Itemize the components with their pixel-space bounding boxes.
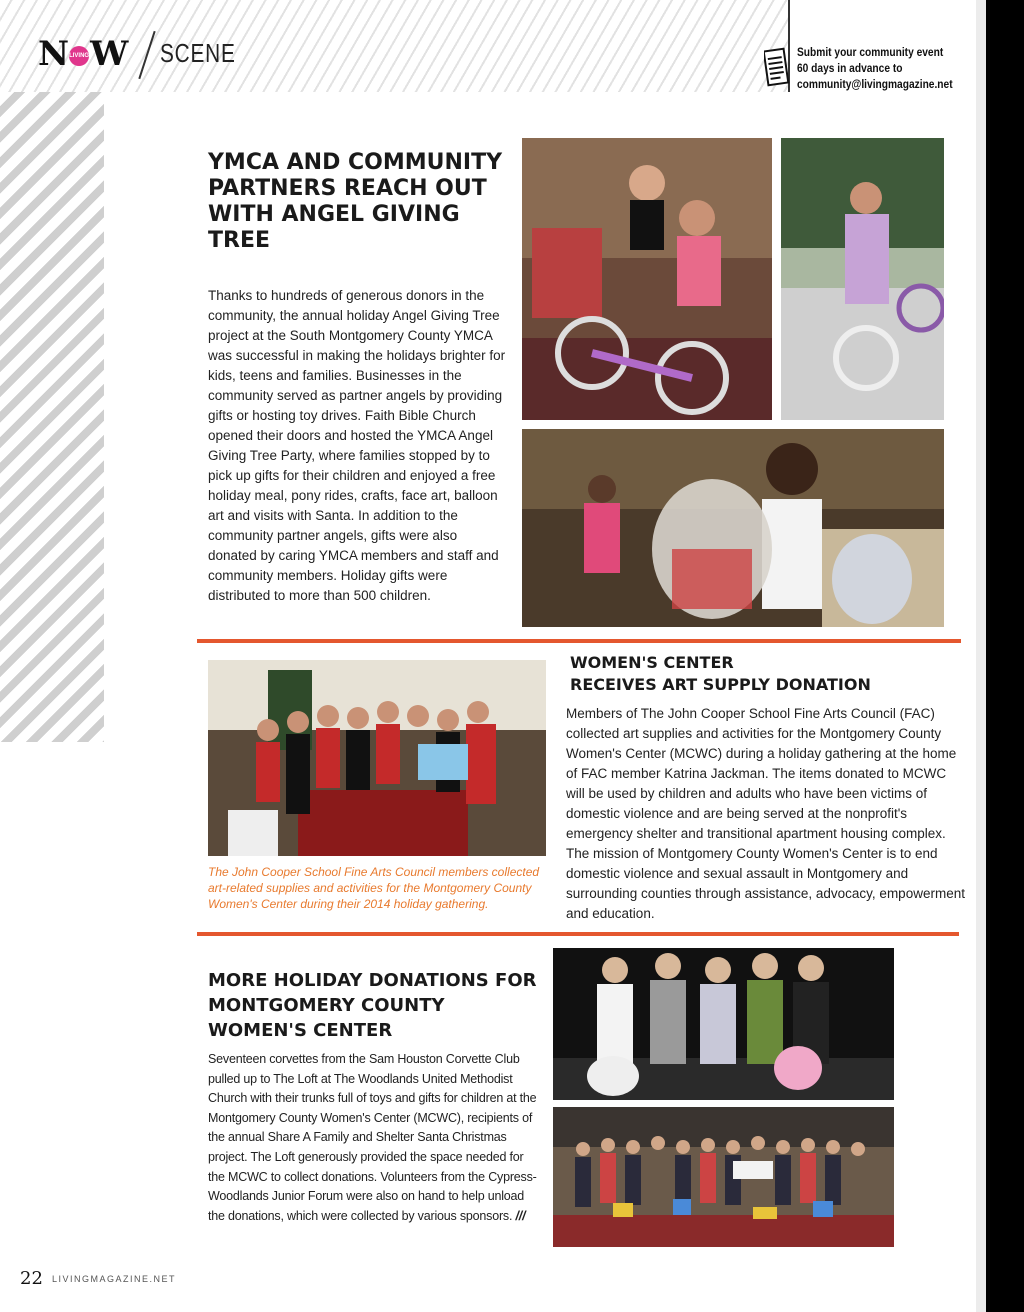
masthead: NLIVINGW: [38, 34, 128, 74]
photo-girls-with-bikes-indoors: [522, 138, 772, 420]
end-mark: ///: [515, 1208, 526, 1223]
article2-title-line: RECEIVES ART SUPPLY DONATION: [570, 675, 871, 694]
photo-girl-with-bike-outdoors: [781, 138, 944, 420]
section-divider: [197, 639, 961, 643]
article3-title-line: WOMEN'S CENTER: [208, 1020, 393, 1041]
article2-title: [570, 652, 970, 696]
submit-line: 60 days in advance to: [797, 61, 903, 75]
photo-fine-arts-council-group: [208, 660, 546, 856]
article1-title: YMCA AND COMMUNITY PARTNERS REACH OUT WITH ANGEL GIVING TREE: [208, 150, 503, 253]
article3-body: [208, 1050, 543, 1226]
photo-womens-center-volunteers: [553, 948, 894, 1100]
photo-corvette-club-group: [553, 1107, 894, 1247]
article3-body-text: Seventeen corvettes from the Sam Houston Corvette Club pulled up to The Loft at The Woodlands United Methodist Church with their trunks full of toys and gifts for children at the Montgomery County Women's Center (MCWC), recipients of the annual Share A Family and Shelter Santa Christmas project. The Loft generously provided the space needed for the MCWC to collect donations. Volunteers from the Cypress-Woodlands Junior Forum were also on hand to help unload the donations, which were collected by various sponsors.: [208, 1052, 537, 1223]
article2-title-line: WOMEN'S CENTER: [570, 653, 734, 672]
submit-line: Submit your community event: [797, 45, 944, 59]
article1-body: Thanks to hundreds of generous donors in the community, the annual holiday Angel Giving Tree project at the South Montgomery County YMCA was successful in making the holidays brighter for kids, teens and families. Businesses in the community served as partner angels by providing gifts or hosting toy drives. Faith Bible Church opened their doors and hosted the YMCA Angel Giving Tree Party, where families stopped by to pick up gifts for their children and enjoyed a free holiday meal, pony rides, crafts, face art, balloon art and visits with Santa. In addition to the community partner angels, gifts were also donated by caring YMCA members and staff and community members. Holiday gifts were distributed to more than 500 children.: [208, 288, 506, 603]
submit-email[interactable]: community@livingmagazine.net: [797, 77, 953, 91]
living-logo-dot: LIVING: [69, 46, 89, 66]
photo-woman-with-gift-bags: [522, 429, 944, 627]
photo-caption: The John Cooper School Fine Arts Council members collected art-related supplies and activities for the Montgomery County Women's Center during their 2014 holiday gathering.: [208, 865, 540, 911]
section-label: SCENE: [160, 38, 236, 68]
article3-title-line: MORE HOLIDAY DONATIONS FOR: [208, 970, 537, 991]
article2-body: Members of The John Cooper School Fine Arts Council (FAC) collected art supplies and activities for the Montgomery County Women's Center (MCWC) during a holiday gathering at the home of FAC member Katrina Jackman. The items donated to MCWC will be used by children and adults who have been victims of domestic violence and are being served at the nonprofit's emergency shelter and transitional apartment housing complex. The mission of Montgomery County Women's Center is to end domestic violence and sexual assault in Montgomery and surrounding counties through assistance, advocacy, empowerment and education.: [566, 706, 965, 921]
page-number: 22: [20, 1268, 43, 1289]
page-edge-strip: [976, 0, 986, 1312]
article3-title-line: MONTGOMERY COUNTY: [208, 995, 445, 1016]
article3-title: [208, 968, 548, 1043]
notepad-icon: [764, 46, 790, 90]
submit-event-note: [797, 44, 953, 92]
section-divider: [197, 932, 959, 936]
site-url[interactable]: LIVINGMAGAZINE.NET: [52, 1274, 177, 1284]
side-stripe-decoration: [0, 92, 104, 742]
